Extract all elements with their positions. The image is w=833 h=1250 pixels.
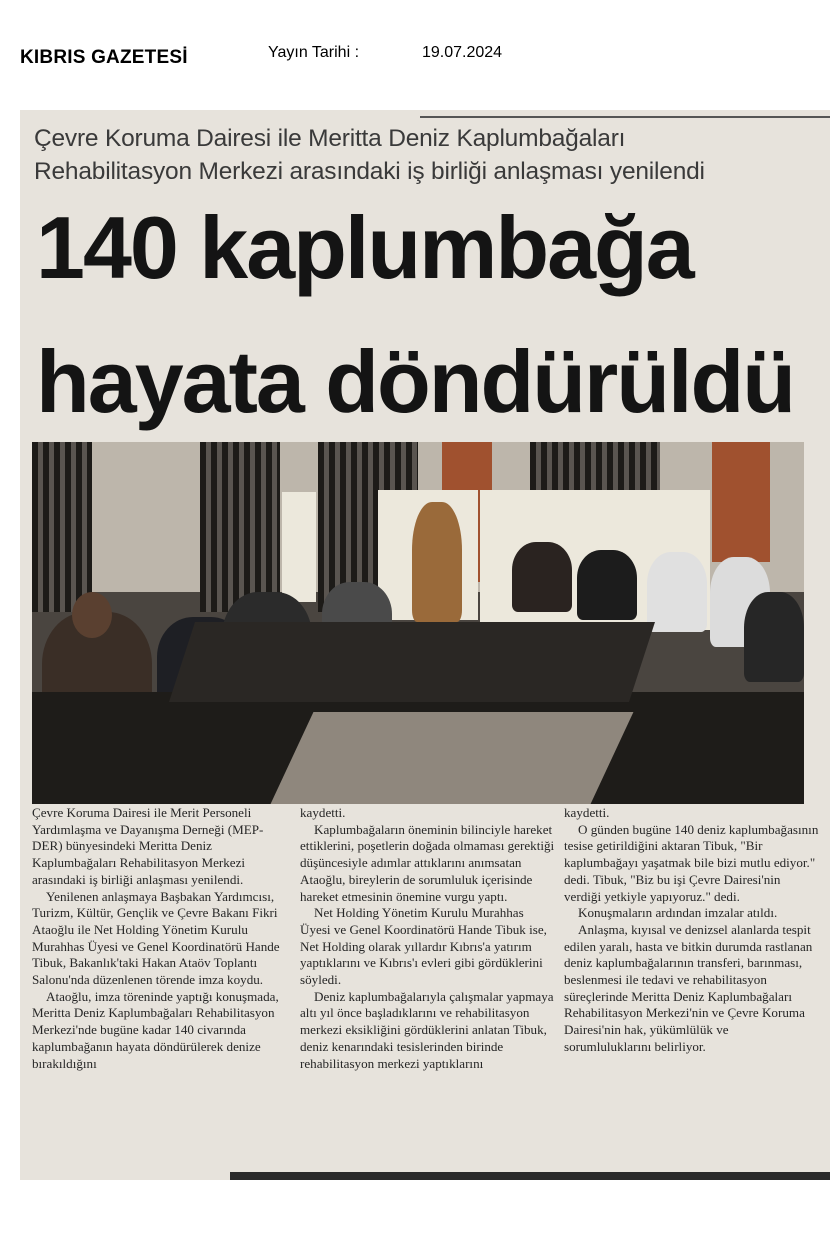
article-column-2 <box>300 805 555 1072</box>
person-head <box>72 592 112 638</box>
paragraph: Ataoğlu, imza töreninde yaptığı konuşmada, Meritta Deniz Kaplumbağaları Rehabilitasyon Merkezi'nde bugüne kadar 140 civarında kaplumbağanın hayata döndürülerek denize bırakıldığını <box>32 988 279 1071</box>
publication-name: KIBRIS GAZETESİ <box>20 47 188 68</box>
headline-line-1: 140 kaplumbağa <box>36 198 693 297</box>
paragraph: kaydetti. <box>300 805 346 820</box>
window-lattice <box>32 442 92 612</box>
article-column-3 <box>564 805 819 1056</box>
article-column-1 <box>32 805 287 1072</box>
article-photo <box>32 442 804 804</box>
person <box>744 592 804 682</box>
headline-line-2: hayata döndürüldü <box>36 332 794 431</box>
person <box>512 542 572 612</box>
table-floor <box>271 712 634 804</box>
paragraph: Net Holding Yönetim Kurulu Murahhas Üyesi ve Genel Koordinatörü Hande Tibuk ise, Net Holding olarak yıllardır Kıbrıs'a yatırım yaptıklarını ve Kıbrıs'ı evleri gibi gördüklerini söyledi. <box>300 905 547 988</box>
kicker-line-1: Çevre Koruma Dairesi ile Meritta Deniz Kaplumbağaları <box>34 125 626 152</box>
date-label: Yayın Tarihi : <box>268 44 360 61</box>
banner <box>712 442 770 562</box>
paragraph: O günden bugüne 140 deniz kaplumbağasının tesise getirildiğini aktaran Tibuk, "Bir kaplumbağayı yaşatmak bile bizi mutlu ediyor." dedi. Tibuk, "Biz bu işi Çevre Dairesi'nin verdiği yetkiyle yapıyoruz." dedi. <box>564 821 819 904</box>
conference-table-far <box>169 622 655 702</box>
person <box>577 550 637 620</box>
paragraph: Kaplumbağaların öneminin bilinciyle hareket ettiklerini, poşetlerin doğada olmaması gerektiği düşüncesiyle adımlar attıklarını anımsatan Ataoğlu, bireylerin de sorumluluk içerisinde hareket etmesinin önemine vurgu yaptı. <box>300 821 555 904</box>
paragraph: Deniz kaplumbağalarıyla çalışmalar yapmaya altı yıl önce başladıklarını ve rehabilitasyon merkezi eksikliğini gördüklerini anlatan Tibuk, deniz kenarındaki tesislerinden birinde rehabilitasyon merkezi yaptıklarını <box>300 988 554 1071</box>
article-kicker <box>34 122 824 188</box>
paragraph: Anlaşma, kıyısal ve denizsel alanlarda tespit edilen yaralı, hasta ve bitkin durumda rastlanan deniz kaplumbağalarının transferi, barınması, beslenmesi ile tedavi ve rehabilitasyon süreçlerinde Meritta Deniz Kaplumbağaları Rehabilitasyon Merkezi'nin ve Çevre Koruma Dairesi'nin hak, yükümlülük ve sorumluluklarını belirliyor. <box>564 921 813 1054</box>
kicker-line-2: Rehabilitasyon Merkezi arasındaki iş birliği anlaşması yenilendi <box>34 158 705 185</box>
newspaper-clipping <box>20 110 830 1180</box>
mascot <box>412 502 462 622</box>
window-lattice <box>200 442 280 612</box>
date-value: 19.07.2024 <box>422 44 503 61</box>
paragraph: Yenilenen anlaşmaya Başbakan Yardımcısı, Turizm, Kültür, Gençlik ve Çevre Bakanı Fikri Ataoğlu ile Net Holding Yönetim Kurulu Murahhas Üyesi ve Genel Koordinatörü Hande Tibuk, Bakanlık'taki Hakan Ataöv Toplantı Salonu'nda düzenlenen törende imza koydu. <box>32 888 280 988</box>
paragraph: Konuşmaların ardından imzalar atıldı. <box>578 905 778 921</box>
air-conditioner <box>282 492 316 602</box>
paragraph: Çevre Koruma Dairesi ile Merit Personeli Yardımlaşma ve Dayanışma Derneği (MEP-DER) bünyesindeki Meritta Deniz Kaplumbağaları Rehabilitasyon Merkezi arasındaki iş birliği anlaşması yenilendi. <box>32 805 264 887</box>
top-rule <box>420 116 830 118</box>
person <box>647 552 707 632</box>
paragraph: kaydetti. <box>564 805 610 820</box>
bottom-rule <box>230 1172 830 1180</box>
